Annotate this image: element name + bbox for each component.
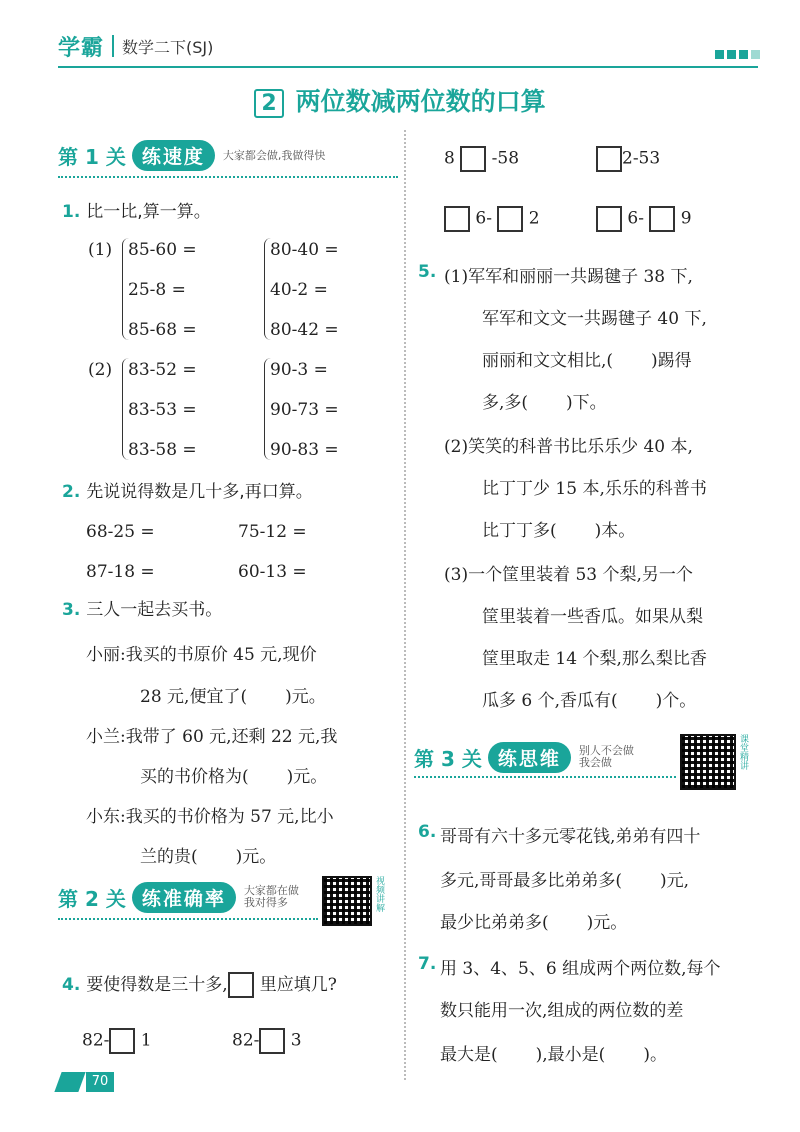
q1-expr: 90-83 =	[270, 440, 339, 460]
answer-box[interactable]	[497, 206, 523, 232]
q1-expr: 83-53 =	[128, 400, 197, 420]
q5-line: 多,多( )下。	[482, 393, 607, 413]
section-2-header	[58, 880, 299, 914]
section-3-label: 第 3 关	[414, 746, 482, 771]
q5-line: 比丁丁多( )本。	[482, 521, 636, 541]
q1-expr: 83-58 =	[128, 440, 197, 460]
answer-box[interactable]	[649, 206, 675, 232]
q5-line: (3)一个筐里装着 53 个梨,另一个	[444, 565, 693, 585]
q1-expr: 85-68 =	[128, 320, 197, 340]
answer-box[interactable]	[460, 146, 486, 172]
q3-line: 小东:我买的书价格为 57 元,比小	[86, 807, 334, 827]
q1-expr: 40-2 =	[270, 280, 328, 300]
q1-expr: 80-40 =	[270, 240, 339, 260]
q3-line: 28 元,便宜了( )元。	[140, 687, 326, 707]
q2-expr: 60-13 =	[238, 562, 307, 582]
q6-line: 多元,哥哥最多比弟弟多( )元,	[440, 871, 690, 891]
q3-line: 兰的贵( )元。	[140, 847, 277, 867]
q5-line: 丽丽和文文相比,( )踢得	[482, 351, 692, 371]
q7-line: 数只能用一次,组成的两位数的差	[440, 1001, 684, 1021]
q1-expr: 85-60 =	[128, 240, 197, 260]
answer-box[interactable]	[596, 206, 622, 232]
q4-item: 82- 1	[82, 1028, 152, 1054]
q5-line: 军军和文文一共踢毽子 40 下,	[482, 309, 707, 329]
qr-label: 课堂精讲	[738, 734, 748, 770]
q2-expr: 68-25 =	[86, 522, 155, 542]
brand-logo: 学霸	[58, 35, 105, 61]
question-4-prompt: 4. 要使得数是三十多, 里应填几?	[62, 972, 337, 998]
brand-header	[58, 28, 213, 64]
question-2-number: 2.	[62, 482, 81, 502]
question-7-number-wrap	[418, 954, 442, 974]
q3-line: 小丽:我买的书原价 45 元,现价	[86, 645, 317, 665]
q2-expr: 87-18 =	[86, 562, 155, 582]
question-2-text: 先说说得数是几十多,再口算。	[86, 482, 313, 502]
q4-item: 2-53	[596, 146, 660, 172]
q5-line: 比丁丁少 15 本,乐乐的科普书	[482, 479, 707, 499]
q1-expr: 80-42 =	[270, 320, 339, 340]
section-1-note: 大家都会做,我做得快	[222, 149, 326, 162]
section-2-note: 大家都在做 我对得多	[243, 884, 299, 909]
question-3-text: 三人一起去买书。	[86, 600, 223, 620]
q4-item: 6- 2	[444, 206, 540, 232]
section-1-rule	[58, 176, 398, 178]
question-1-text: 比一比,算一算。	[86, 202, 211, 222]
qr-code[interactable]	[680, 734, 736, 790]
question-4-number: 4.	[62, 975, 81, 995]
answer-box[interactable]	[228, 972, 254, 998]
section-3-badge: 练思维	[488, 742, 571, 773]
answer-box[interactable]	[596, 146, 622, 172]
section-2-badge: 练准确率	[132, 882, 236, 913]
question-6-number: 6.	[418, 822, 437, 842]
section-3-rule	[414, 776, 676, 778]
q6-line: 哥哥有六十多元零花钱,弟弟有四十	[440, 827, 701, 847]
q4-item: 8 -58	[444, 146, 519, 172]
question-1-number: 1.	[62, 202, 81, 222]
question-3-prompt	[62, 600, 222, 620]
header-rule	[58, 66, 758, 68]
page-number: 70	[86, 1072, 114, 1092]
q7-line: 最大是( ),最小是( )。	[440, 1045, 667, 1065]
q2-expr: 75-12 =	[238, 522, 307, 542]
section-1-header	[58, 138, 325, 172]
q5-line: (1)军军和丽丽一共踢毽子 38 下,	[444, 267, 693, 287]
q3-line: 买的书价格为( )元。	[140, 767, 328, 787]
q1-group2-label: (2)	[88, 360, 113, 380]
lesson-number: 2	[254, 89, 283, 118]
section-3-header	[414, 740, 634, 774]
header-squares	[715, 50, 760, 59]
q1-group1-label: (1)	[88, 240, 113, 260]
q1-expr: 90-3 =	[270, 360, 328, 380]
lesson-title: 两位数减两位数的口算	[295, 87, 546, 116]
q5-line: 筐里取走 14 个梨,那么梨比香	[482, 649, 707, 669]
page-title	[0, 82, 800, 118]
question-2-prompt	[62, 482, 313, 502]
section-2-label: 第 2 关	[58, 886, 126, 911]
q1-expr: 83-52 =	[128, 360, 197, 380]
q4-item: 82- 3	[232, 1028, 302, 1054]
brand-separator	[112, 35, 114, 57]
q5-line: 筐里装着一些香瓜。如果从梨	[482, 607, 703, 627]
qr-label: 视频讲解	[374, 876, 384, 912]
section-3-note: 别人不会做 我会做	[578, 744, 634, 769]
section-1-badge: 练速度	[132, 140, 215, 171]
column-divider	[404, 130, 406, 1080]
answer-box[interactable]	[259, 1028, 285, 1054]
answer-box[interactable]	[444, 206, 470, 232]
question-3-number: 3.	[62, 600, 81, 620]
question-5-number: 5.	[418, 262, 437, 282]
q7-line: 用 3、4、5、6 组成两个两位数,每个	[440, 959, 721, 979]
question-7-number: 7.	[418, 954, 437, 974]
q1-expr: 25-8 =	[128, 280, 186, 300]
q3-line: 小兰:我带了 60 元,还剩 22 元,我	[86, 727, 338, 747]
section-1-label: 第 1 关	[58, 144, 126, 169]
book-subtitle: 数学二下(SJ)	[122, 37, 214, 57]
q5-line: 瓜多 6 个,香瓜有( )个。	[482, 691, 697, 711]
answer-box[interactable]	[109, 1028, 135, 1054]
q1-expr: 90-73 =	[270, 400, 339, 420]
qr-code[interactable]	[322, 876, 372, 926]
question-5-number-wrap	[418, 262, 442, 282]
q4-item: 6- 9	[596, 206, 692, 232]
q6-line: 最少比弟弟多( )元。	[440, 913, 628, 933]
question-1-prompt	[62, 202, 211, 222]
page-tab-icon	[54, 1072, 85, 1092]
section-2-rule	[58, 918, 318, 920]
question-6-number-wrap	[418, 822, 442, 842]
q5-line: (2)笑笑的科普书比乐乐少 40 本,	[444, 437, 693, 457]
